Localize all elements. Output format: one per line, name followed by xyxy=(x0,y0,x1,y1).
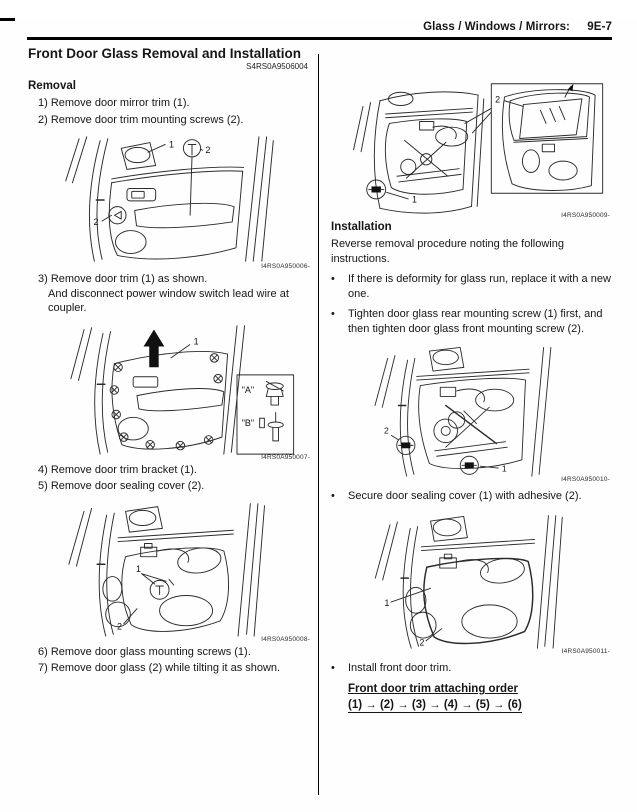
door-trim-illustration xyxy=(35,322,305,456)
clip-label-a: "A" xyxy=(241,384,255,395)
callout-label-1: 1 xyxy=(169,139,175,150)
figure-door-trim-removal xyxy=(28,322,312,461)
callout-label-1: 1 xyxy=(412,194,418,205)
door-line-art xyxy=(375,515,562,648)
figure-door-trim-screws xyxy=(28,133,312,270)
callout-label-1: 1 xyxy=(135,563,141,574)
figure-glass-removal xyxy=(331,80,612,219)
header-rule xyxy=(27,37,612,40)
removal-step-2: 2) Remove door trim mounting screws (2). xyxy=(38,113,244,126)
page-number: 9E-7 xyxy=(587,21,612,33)
callout-label-2: 2 xyxy=(495,94,501,105)
figure-code: I4RS0A950011- xyxy=(561,647,610,655)
bullet-icon: • xyxy=(331,661,335,674)
door-line-art xyxy=(71,325,245,453)
installation-bullet-3: • Secure door sealing cover (1) with adhesive (2). xyxy=(331,490,582,502)
figure-glass-screws xyxy=(331,342,612,483)
removal-step-5: 5) Remove door sealing cover (2). xyxy=(38,480,205,492)
bullet-icon: • xyxy=(331,273,335,285)
removal-heading: Removal xyxy=(28,80,76,92)
page-header xyxy=(423,21,612,33)
doc-code: S4RS0A9506004 xyxy=(246,62,308,71)
removal-step-3: 3) Remove door trim (1) as shown. xyxy=(38,273,208,285)
installation-bullet-4: • Install front door trim. xyxy=(331,661,452,674)
sealing-cover-illustration xyxy=(35,500,305,638)
glass-screws-illustration xyxy=(337,342,607,478)
installation-intro: Reverse removal procedure noting the following instructions. xyxy=(331,238,564,265)
installation-bullet-2: • Tighten door glass rear mounting screw (1) first, and then tighten door glass front mounting screw (2). xyxy=(331,308,603,335)
attaching-order-sequence: (1) → (2) → (3) → (4) → (5) → (6) xyxy=(348,699,522,711)
scan-corner-mark xyxy=(0,18,15,21)
removal-step-1: 1) Remove door mirror trim (1). xyxy=(38,97,190,109)
glass-removal-illustration xyxy=(331,80,612,214)
column-divider xyxy=(318,54,319,795)
attaching-order-title: Front door trim attaching order xyxy=(348,683,518,695)
figure-code: I4RS0A950007- xyxy=(261,453,310,461)
callout-leaders xyxy=(391,435,498,468)
door-panel-illustration xyxy=(35,133,305,265)
removal-step-3-note: And disconnect power window switch lead wire at coupler. xyxy=(48,287,289,314)
callout-label-1: 1 xyxy=(193,336,199,347)
figure-code: I4RS0A950009- xyxy=(561,212,610,219)
removal-step-4: 4) Remove door trim bracket (1). xyxy=(38,463,197,476)
callout-label-2: 2 xyxy=(383,425,389,436)
manual-page xyxy=(0,18,637,812)
callout-label-2: 2 xyxy=(419,636,424,647)
removal-column xyxy=(28,80,312,676)
clip-label-b: "B" xyxy=(241,417,255,428)
installation-heading: Installation xyxy=(331,221,392,233)
callout-leaders xyxy=(171,344,190,357)
removal-step-7: 7) Remove door glass (2) while tilting it as shown. xyxy=(38,662,281,674)
callout-label-2a: 2 xyxy=(205,145,211,156)
header-section-title: Glass / Windows / Mirrors: xyxy=(423,21,570,33)
removal-step-6: 6) Remove door glass mounting screws (1). xyxy=(38,645,251,658)
door-line-art xyxy=(69,503,265,635)
door-line-art xyxy=(66,137,274,261)
bullet-icon: • xyxy=(331,490,335,502)
glass-inset-box xyxy=(491,84,602,193)
bullet-icon: • xyxy=(331,308,335,320)
figure-sealing-cover xyxy=(28,500,312,643)
installation-column xyxy=(331,74,612,713)
callout-label-2b: 2 xyxy=(93,216,99,227)
attaching-order-note xyxy=(348,683,612,713)
door-line-art xyxy=(374,347,550,476)
page-title: Front Door Glass Removal and Installation xyxy=(28,46,302,61)
callout-label-2: 2 xyxy=(117,620,123,631)
installation-bullet-1: • If there is deformity for glass run, replace it with a new one. xyxy=(331,273,611,300)
figure-sealing-cover-adhesive xyxy=(331,510,612,655)
adhesive-illustration xyxy=(337,510,607,650)
figure-code: I4RS0A950008- xyxy=(261,635,310,643)
figure-code: I4RS0A950010- xyxy=(561,476,610,483)
figure-code: I4RS0A950006- xyxy=(261,263,310,270)
callout-label-1: 1 xyxy=(501,463,507,474)
door-line-art xyxy=(354,92,484,213)
callout-label-1: 1 xyxy=(384,597,389,608)
